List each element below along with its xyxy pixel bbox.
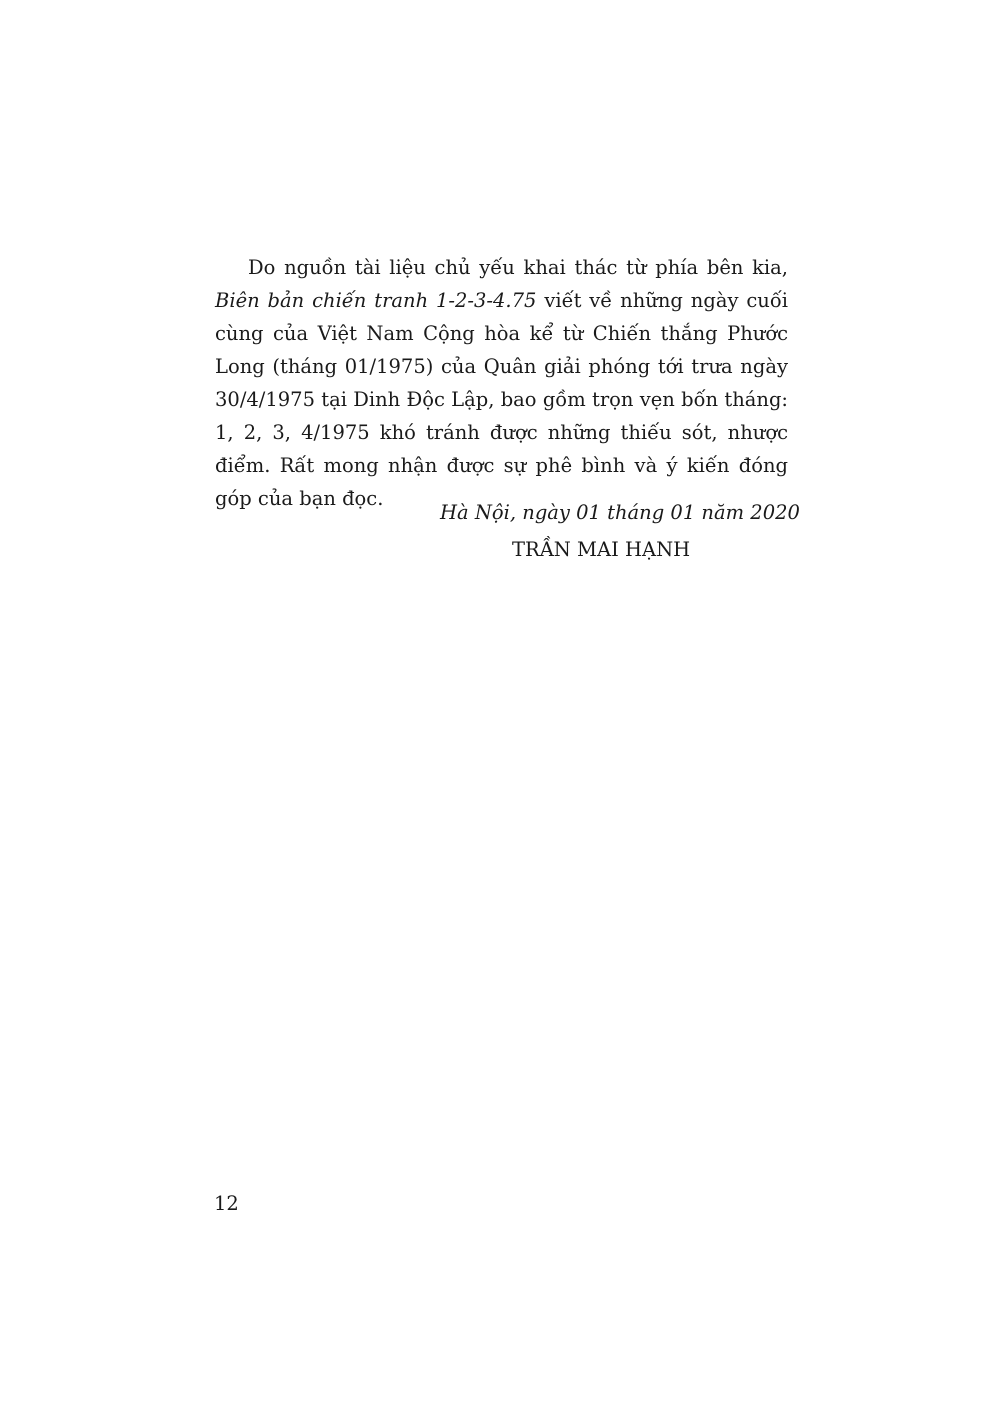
paragraph-rest: viết về những ngày cuối cùng của Việt Nam Cộng hòa kể từ Chiến thắng Phước Long (tháng 01/1975) của Quân giải phóng tới trưa ngày 30/4/1975 tại Dinh Độc Lập, bao gồm trọn vẹn bốn tháng: 1, 2, 3, 4/1975 khó tránh được những thiếu sót, nhược điểm. Rất mong nhận được sự phê bình và ý kiến đóng góp của bạn đọc. bbox=[215, 289, 788, 510]
book-title: Biên bản chiến tranh 1-2-3-4.75 bbox=[215, 289, 537, 312]
signature-place-date: Hà Nội, ngày 01 tháng 01 năm 2020 bbox=[440, 501, 800, 524]
signature-author: TRẦN MAI HẠNH bbox=[512, 538, 691, 561]
paragraph-start: Do nguồn tài liệu chủ yếu khai thác từ phía bên kia, bbox=[248, 256, 788, 279]
body-paragraph bbox=[215, 251, 788, 515]
page-number: 12 bbox=[214, 1192, 239, 1215]
